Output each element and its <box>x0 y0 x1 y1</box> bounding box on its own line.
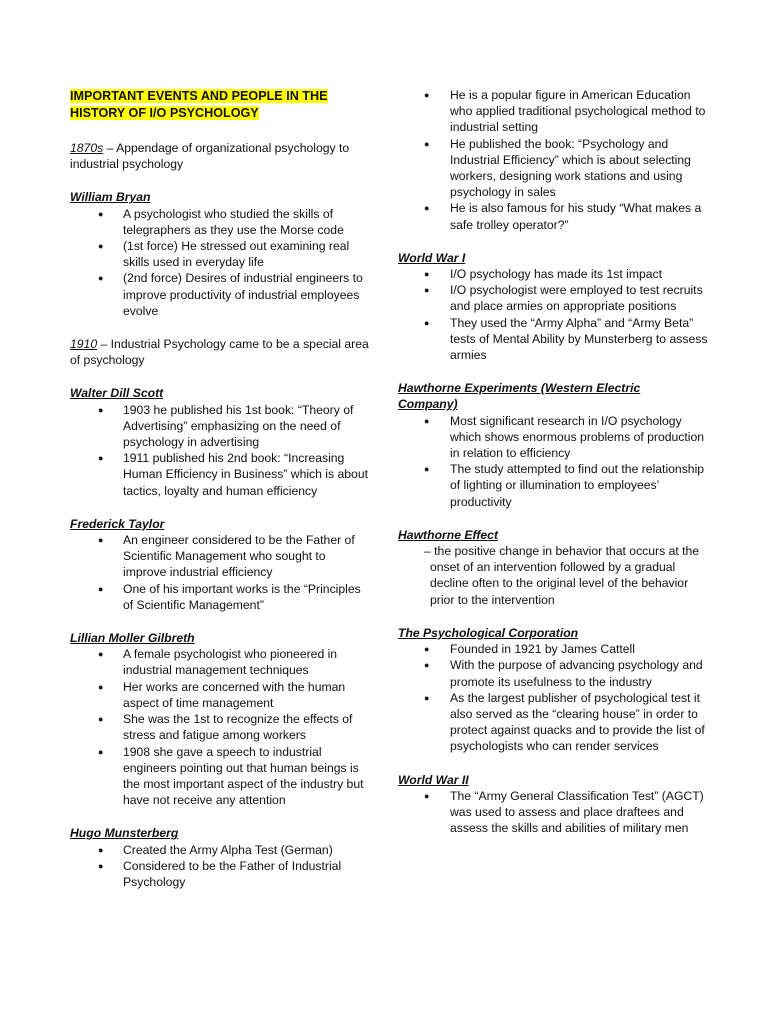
list-item: ● One of his important works is the “Principles of Scientific Management” <box>70 581 370 613</box>
section-world-war-2 <box>398 772 710 837</box>
section-world-war-1 <box>398 250 710 363</box>
bullet-list <box>398 641 710 754</box>
section-heading: Lillian Moller Gilbreth <box>70 631 195 646</box>
list-item: ● (2nd force) Desires of industrial engineers to improve productivity of industrial employees evolve <box>70 270 370 319</box>
definition-text: – the positive change in behavior that occurs at the onset of an intervention followed by a gradual decline often to the original level of the behavior prior to the intervention <box>424 544 700 607</box>
bullet-list <box>398 266 710 363</box>
section-heading: The Psychological Corporation <box>398 625 579 640</box>
bullet-list <box>70 842 370 891</box>
bullet-list <box>398 788 710 837</box>
list-item: ● A female psychologist who pioneered in industrial management techniques <box>70 646 370 678</box>
section-frederick-taylor <box>70 516 370 613</box>
section-psychological-corporation <box>398 625 710 755</box>
section-heading: Hawthorne Effect <box>398 527 498 542</box>
bullet-list <box>70 206 370 319</box>
document-title: IMPORTANT EVENTS AND PEOPLE IN THE HISTORY OF I/O PSYCHOLOGY <box>70 89 328 120</box>
list-item: ● They used the “Army Alpha” and “Army Beta” tests of Mental Ability by Munsterberg to assess armies <box>398 315 710 364</box>
section-hawthorne-experiments <box>398 380 710 510</box>
section-heading: William Bryan <box>70 190 151 205</box>
section-heading: Hawthorne Experiments (Western Electric Company) <box>398 381 641 412</box>
section-text: – Appendage of organizational psychology to industrial psychology <box>70 141 350 172</box>
section-1870s <box>70 140 370 172</box>
section-heading: World War II <box>398 772 469 787</box>
list-item: ● Founded in 1921 by James Cattell <box>398 641 710 657</box>
section-heading: Frederick Taylor <box>70 516 165 531</box>
list-item: ● A psychologist who studied the skills of telegraphers as they use the Morse code <box>70 206 370 238</box>
section-william-bryan <box>70 189 370 319</box>
list-item: ● She was the 1st to recognize the effects of stress and fatigue among workers <box>70 711 370 743</box>
list-item: ● An engineer considered to be the Father of Scientific Management who sought to improve industrial efficiency <box>70 532 370 581</box>
list-item: ● Considered to be the Father of Industrial Psychology <box>70 858 370 890</box>
list-item: ● I/O psychologist were employed to test recruits and place armies on appropriate positions <box>398 282 710 314</box>
list-item: ● He is a popular figure in American Education who applied traditional psychological method to industrial setting <box>398 87 710 136</box>
list-item: ● The “Army General Classification Test” (AGCT) was used to assess and place draftees and assess the skills and abilities of military men <box>398 788 710 837</box>
section-text: – Industrial Psychology came to be a special area of psychology <box>70 337 369 368</box>
year-label: 1870s <box>70 141 104 155</box>
list-item: ● Her works are concerned with the human aspect of time management <box>70 679 370 711</box>
bullet-list <box>70 646 370 808</box>
list-item: ● He published the book: “Psychology and Industrial Efficiency” which is about selecting workers, designing work stations and using psychology in sales <box>398 136 710 201</box>
list-item: ● He is also famous for his study “What makes a safe trolley operator?” <box>398 200 710 232</box>
list-item: ● 1911 published his 2nd book: “Increasing Human Efficiency in Business” which is about tactics, loyalty and human efficiency <box>70 450 370 499</box>
section-lillian-gilbreth <box>70 630 370 808</box>
list-item: ● 1908 she gave a speech to industrial engineers pointing out that human beings is the most important aspect of the industry but have not receive any attention <box>70 744 370 809</box>
year-label: 1910 <box>70 337 98 352</box>
list-item: ● Created the Army Alpha Test (German) <box>70 842 370 858</box>
list-item: ● The study attempted to find out the relationship of lighting or illumination to employees’ productivity <box>398 461 710 510</box>
list-item: ● I/O psychology has made its 1st impact <box>398 266 710 282</box>
left-column <box>70 0 370 890</box>
bullet-list <box>398 413 710 510</box>
munsterberg-continued-list <box>398 87 710 233</box>
list-item: ● 1903 he published his 1st book: “Theory of Advertising” emphasizing on the need of psychology in advertising <box>70 402 370 451</box>
section-hugo-munsterberg <box>70 825 370 890</box>
list-item: ● (1st force) He stressed out examining real skills used in everyday life <box>70 238 370 270</box>
list-item: ● As the largest publisher of psychological test it also served as the “clearing house” in order to protect against quacks and to provide the list of psychologists who can render services <box>398 690 710 755</box>
list-item: ● With the purpose of advancing psychology and promote its usefulness to the industry <box>398 657 710 689</box>
section-heading: World War I <box>398 250 466 265</box>
section-heading: Hugo Munsterberg <box>70 826 179 841</box>
bullet-list <box>70 402 370 499</box>
bullet-list <box>70 532 370 613</box>
section-hawthorne-effect <box>398 527 710 608</box>
list-item: ● Most significant research in I/O psychology which shows enormous problems of production in relation to efficiency <box>398 413 710 462</box>
section-1910 <box>70 336 370 368</box>
right-column <box>398 0 710 836</box>
section-heading: Walter Dill Scott <box>70 386 164 401</box>
section-walter-dill-scott <box>70 385 370 498</box>
